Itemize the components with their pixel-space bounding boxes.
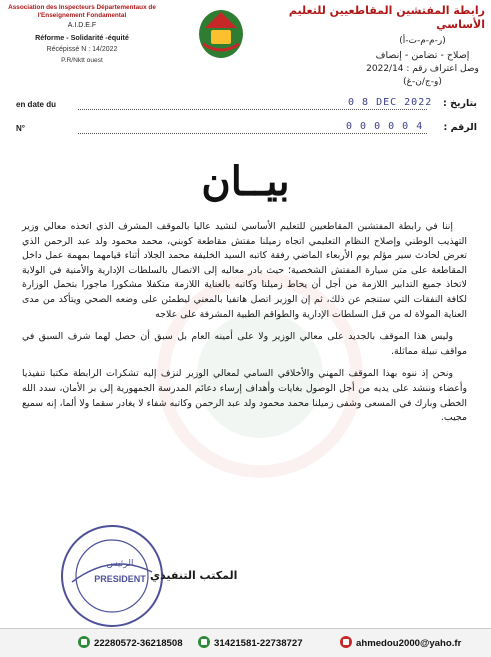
document-title: بيــان	[201, 158, 290, 205]
location-ar: (و-ج/ن-غ)	[403, 77, 442, 87]
ref-label-ar: الرقم :	[443, 122, 477, 133]
association-abbr-fr: A.I.D.E.F	[67, 22, 97, 29]
footer-phone-2-text: 31421581-22738727	[214, 638, 303, 649]
association-abbr-ar: (ر-م-م-ت-أ)	[399, 36, 446, 46]
footer-phone-1-text: 22280572-36218508	[94, 638, 183, 649]
reference-row	[16, 121, 477, 138]
phone-icon	[78, 636, 90, 648]
aidef-logo	[195, 6, 247, 74]
association-name-fr: Association des Inspecteurs Départementaux de l'Enseignement Fondamental	[8, 4, 156, 19]
receipt-fr: Récépissé N : 14/2022	[46, 46, 118, 53]
date-label-fr: en date du	[16, 100, 57, 109]
date-dotted-line	[78, 109, 427, 110]
date-row	[16, 97, 477, 114]
footer-phone-2	[198, 636, 303, 649]
footer-email[interactable]	[340, 636, 461, 649]
footer-bar	[0, 628, 491, 657]
seal-president-ar: الرئيس	[106, 559, 134, 569]
ref-stamp: 0 0 0 0 0 4	[346, 121, 424, 132]
header-right-block	[280, 4, 485, 87]
signature-label: المكتب التنفيذي	[150, 569, 238, 582]
paragraph-1: إننا في رابطة المفتشين المقاطعيين للتعليم الأساسي لنشيد عاليا بالموقف المشرف الذي اتخذه معالي وزير التهذيب الوطني وإصلاح النظام التعليمي اتجاه زميلنا مفتش مقاطعة كوبني، محمد محمود ولد عبد الرحمن الذي تعرض لحادث سير مؤلم يوم الأربعاء الماضي رفقة كاتبه السيد الخليفة محمد الجلاد أثناء قيامهما بمهمة عمل داخل المقاطعة على متن سيارة المفتش الشخصية؛ حيث بادر معاليه إلى الاتصال بالسلطات الإدارية والأمنية في الولاية لاتخاذ جميع التدابير اللازمة من أجل أن يحاط زميلنا وكاتبه بالعناية اللازمة متكفلا مشكورا ماجورا بتحمل الوزارة لكافة النفقات التي ستنجم عن ذلك، ثم إن الوزير اتصل هاتفيا بالمعني ليطمئن على وضعه الصحي ويتأكد من مدى العناية المولاة له من قبل السلطات الإدارية والطواقم الطبية المشرفة على علاجه	[22, 221, 467, 320]
motto-fr: Réforme - Solidarité -équité	[35, 33, 129, 42]
mail-icon	[340, 636, 352, 648]
ref-label-fr: N°	[16, 124, 25, 133]
footer-phone-1	[78, 636, 183, 649]
motto-ar: إصلاح - تضامن - إنصاف	[375, 50, 470, 61]
receipt-ar: وصل اعتراف رقم : 2022/14	[366, 64, 479, 74]
statement-body	[22, 220, 467, 434]
location-fr: P.R/Nktt ouest	[61, 57, 103, 64]
date-stamp: 0 8 DEC 2022	[348, 97, 433, 108]
header-left-block	[6, 4, 158, 64]
paragraph-2: وليس هذا الموقف بالجديد على معالي الوزير ولا على أمينه العام بل سبق أن حصل لهما شرف السبق في مواقف نبيلة مماثلة.	[22, 331, 467, 357]
association-name-ar: رابطة المفتشين المقاطعيين للتعليم الأساسي	[288, 4, 485, 31]
paragraph-3: ونحن إذ ننوه بهذا الموقف المهني والأخلاقي السامي لمعالي الوزير لنزف إليه تشكرات الرابطة مكتبا تنفيذيا وأعضاء وننشد على يديه من أجل الوصول بغايات وأهداف إرساء دعائم المدرسة الجمهورية إلى بر الأمان، سدد الله الخطى وبارك في المسعى وشفى زميلنا محمد محمود ولد عبد الرحمن وكاتبه شفاء لا يغادر سقما ولا ألما، إنه سميع مجيب.	[22, 368, 467, 424]
ref-dotted-line	[78, 133, 427, 134]
seal-president-fr: PRESIDENT	[94, 574, 146, 584]
footer-email-text[interactable]: ahmedou2000@yaho.fr	[356, 638, 462, 649]
whatsapp-icon	[198, 636, 210, 648]
date-label-ar: بتاريخ :	[442, 98, 477, 109]
